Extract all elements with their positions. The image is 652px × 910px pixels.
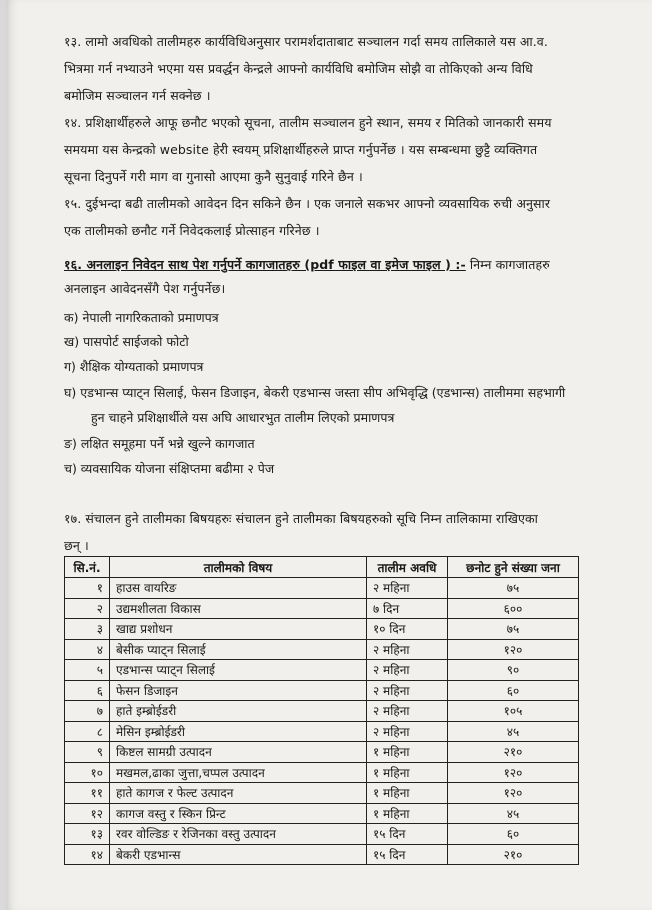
table-row bbox=[65, 742, 579, 763]
cell-serial: ७ bbox=[65, 701, 110, 722]
header-subject: तालीमको विषय bbox=[110, 557, 367, 578]
section-16-heading-rest: निम्न कागजातहरु bbox=[465, 257, 550, 272]
section-13-line: १३. लामो अवधिको तालीमहरु कार्यविधिअनुसार परामर्शदाताबाट सञ्चालन गर्दा समय तालिकाले यस आ.व. bbox=[64, 34, 548, 49]
section-16 bbox=[64, 253, 550, 301]
cell-subject: मखमल,ढाका जुत्ता,चप्पल उत्पादन bbox=[110, 762, 367, 783]
document-list-item: ङ) लक्षित समूहमा पर्ने भन्ने खुल्ने कागजात bbox=[64, 436, 255, 451]
section-13 bbox=[64, 28, 548, 109]
cell-serial: १ bbox=[65, 578, 110, 599]
table-row bbox=[65, 844, 579, 865]
cell-serial: १० bbox=[65, 762, 110, 783]
table-row bbox=[65, 660, 579, 681]
document-list-item: च) व्यवसायिक योजना संक्षिप्तमा बढीमा २ पेज bbox=[64, 461, 275, 476]
header-serial: सि.नं. bbox=[65, 557, 110, 578]
cell-serial: ६ bbox=[65, 680, 110, 701]
cell-duration: २ महिना bbox=[367, 701, 448, 722]
cell-subject: बेकरी एडभान्स bbox=[110, 844, 367, 865]
table-row bbox=[65, 721, 579, 742]
section-14-line: समयमा यस केन्द्रको website हेरी स्वयम् प्रशिक्षार्थीहरुले प्राप्त गर्नुपर्नेछ । यस सम्बन्धमा छुट्टै व्यक्तिगत bbox=[64, 142, 538, 157]
cell-count: ६० bbox=[448, 824, 579, 845]
section-17-line: १७. संचालन हुने तालीमका बिषयहरुः संचालन हुने तालीमका बिषयहरुको सूचि निम्न तालिकामा राखिएका bbox=[64, 511, 538, 526]
cell-duration: २ महिना bbox=[367, 680, 448, 701]
cell-serial: १३ bbox=[65, 824, 110, 845]
cell-count: ४५ bbox=[448, 803, 579, 824]
section-15 bbox=[64, 190, 550, 244]
cell-count: ४५ bbox=[448, 721, 579, 742]
section-16-heading: १६. अनलाइन निवेदन साथ पेश गर्नुपर्ने कागजातहरु (pdf फाइल वा इमेज फाइल ) :- bbox=[64, 257, 466, 272]
document-list-item: घ) एडभान्स प्याट्न सिलाई, फेसन डिजाइन, बेकरी एडभान्स जस्ता सीप अभिवृद्धि (एडभान्स) तालीममा सहभागी bbox=[64, 385, 566, 400]
cell-subject: किष्टल सामग्री उत्पादन bbox=[110, 742, 367, 763]
cell-duration: १ महिना bbox=[367, 783, 448, 804]
cell-serial: ९ bbox=[65, 742, 110, 763]
table-row bbox=[65, 578, 579, 599]
cell-serial: १४ bbox=[65, 844, 110, 865]
cell-subject: फेसन डिजाइन bbox=[110, 680, 367, 701]
cell-subject: हाते कागज र फेल्ट उत्पादन bbox=[110, 783, 367, 804]
cell-count: ६०० bbox=[448, 598, 579, 619]
table-row bbox=[65, 680, 579, 701]
table-row bbox=[65, 598, 579, 619]
section-13-line: बमोजिम सञ्चालन गर्न सक्नेछ । bbox=[64, 88, 211, 103]
cell-duration: २ महिना bbox=[367, 721, 448, 742]
cell-subject: हाते इम्ब्रोईडरी bbox=[110, 701, 367, 722]
table-row bbox=[65, 619, 579, 640]
cell-duration: २ महिना bbox=[367, 578, 448, 599]
document-page bbox=[6, 0, 652, 910]
header-selection-count: छनोट हुने संख्या जना bbox=[448, 557, 579, 578]
cell-count: ७५ bbox=[448, 619, 579, 640]
cell-subject: खाद्य प्रशोधन bbox=[110, 619, 367, 640]
cell-duration: १ महिना bbox=[367, 803, 448, 824]
cell-serial: ४ bbox=[65, 639, 110, 660]
training-subjects-table bbox=[64, 556, 579, 865]
cell-count: ६० bbox=[448, 680, 579, 701]
table-row bbox=[65, 824, 579, 845]
cell-subject: एडभान्स प्याट्न सिलाई bbox=[110, 660, 367, 681]
header-duration: तालीम अवधि bbox=[367, 557, 448, 578]
document-list-item: हुन चाहने प्रशिक्षार्थीले यस अघि आधारभुत तालीम लिएको प्रमाणपत्र bbox=[91, 410, 395, 425]
table-row bbox=[65, 639, 579, 660]
cell-subject: उद्यमशीलता विकास bbox=[110, 598, 367, 619]
cell-count: ७५ bbox=[448, 578, 579, 599]
cell-serial: ११ bbox=[65, 783, 110, 804]
cell-subject: मेसिन इम्ब्रोईडरी bbox=[110, 721, 367, 742]
section-14-line: सूचना दिनुपर्ने गरी माग वा गुनासो आएमा कुनै सुनुवाई गरिने छैन । bbox=[64, 169, 363, 184]
cell-duration: २ महिना bbox=[367, 660, 448, 681]
table-header-row bbox=[65, 557, 579, 578]
cell-count: १२० bbox=[448, 783, 579, 804]
cell-count: २१० bbox=[448, 844, 579, 865]
cell-duration: २ महिना bbox=[367, 639, 448, 660]
cell-duration: १५ दिन bbox=[367, 824, 448, 845]
cell-serial: १२ bbox=[65, 803, 110, 824]
cell-duration: ७ दिन bbox=[367, 598, 448, 619]
section-15-line: एक तालीमको छनौट गर्ने निवेदकलाई प्रोत्साहन गरिनेछ । bbox=[64, 223, 320, 238]
cell-count: १२० bbox=[448, 762, 579, 783]
section-17 bbox=[64, 505, 538, 559]
cell-serial: ३ bbox=[65, 619, 110, 640]
table-row bbox=[65, 803, 579, 824]
cell-serial: ८ bbox=[65, 721, 110, 742]
cell-subject: बेसीक प्याट्न सिलाई bbox=[110, 639, 367, 660]
cell-count: १२० bbox=[448, 639, 579, 660]
cell-subject: हाउस वायरिङ bbox=[110, 578, 367, 599]
document-list-item: ग) शैक्षिक योग्यताको प्रमाणपत्र bbox=[64, 359, 204, 374]
table-row bbox=[65, 783, 579, 804]
section-16-line: अनलाइन आवेदनसँगै पेश गर्नुपर्नेछ। bbox=[64, 281, 226, 296]
cell-duration: १ महिना bbox=[367, 742, 448, 763]
table-row bbox=[65, 762, 579, 783]
section-14-line: १४. प्रशिक्षार्थीहरुले आफू छनौट भएको सूचना, तालीम सञ्चालन हुने स्थान, समय र मितिको जानकारी समय bbox=[64, 115, 552, 130]
section-14 bbox=[64, 109, 552, 190]
section-17-line: छन् । bbox=[64, 538, 89, 553]
cell-serial: ५ bbox=[65, 660, 110, 681]
cell-subject: रवर वोल्डिङ र रेजिनका वस्तु उत्पादन bbox=[110, 824, 367, 845]
cell-duration: १० दिन bbox=[367, 619, 448, 640]
cell-serial: २ bbox=[65, 598, 110, 619]
document-list-item: ख) पासपोर्ट साईजको फोटो bbox=[64, 334, 189, 349]
table-row bbox=[65, 701, 579, 722]
cell-subject: कागज वस्तु र स्किन प्रिन्ट bbox=[110, 803, 367, 824]
section-15-line: १५. दुईभन्दा बढी तालीमको आवेदन दिन सकिने छैन । एक जनाले सकभर आफ्नो व्यवसायिक रुची अनुसार bbox=[64, 196, 551, 211]
cell-count: ९० bbox=[448, 660, 579, 681]
cell-duration: १ महिना bbox=[367, 762, 448, 783]
cell-duration: १५ दिन bbox=[367, 844, 448, 865]
cell-count: १०५ bbox=[448, 701, 579, 722]
cell-count: २१० bbox=[448, 742, 579, 763]
document-list-item: क) नेपाली नागरिकताको प्रमाणपत्र bbox=[64, 310, 219, 325]
section-13-line: भित्रमा गर्न नभ्याउने भएमा यस प्रवर्द्धन केन्द्रले आफ्नो कार्यविधि बमोजिम सोझै वा तोकिएको अन्य विधि bbox=[64, 61, 533, 76]
